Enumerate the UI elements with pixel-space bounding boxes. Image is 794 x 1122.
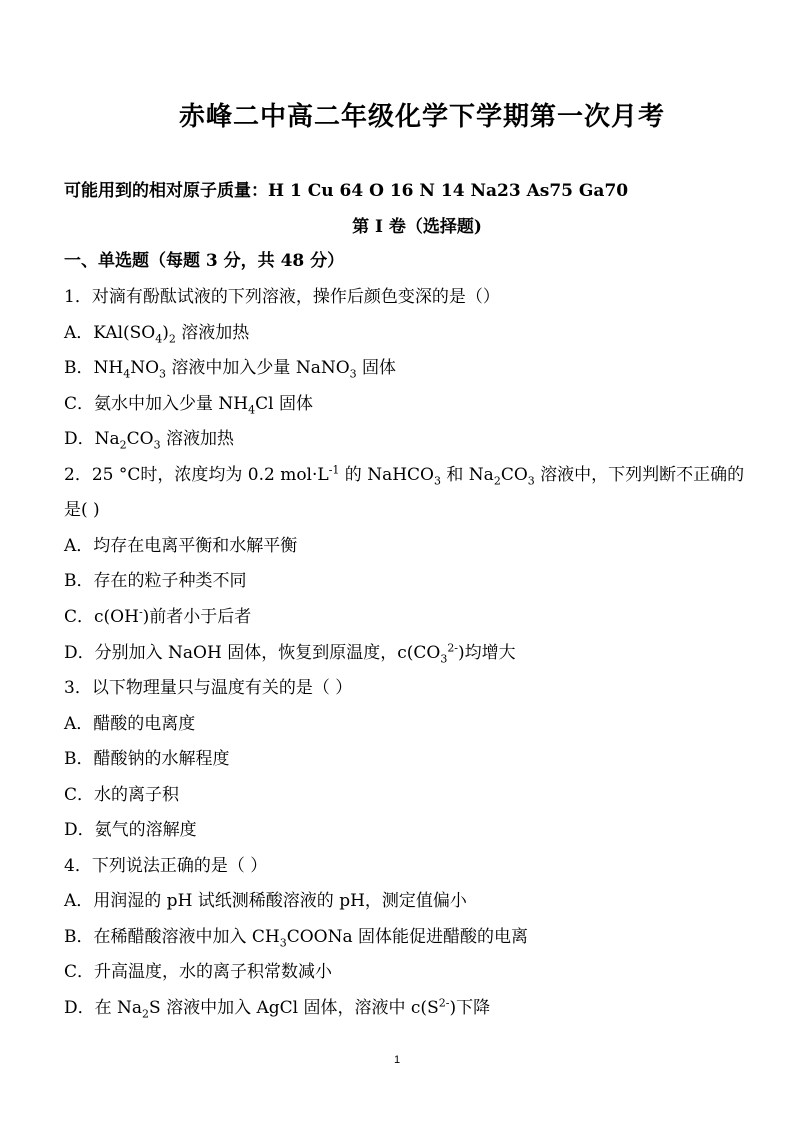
question-4-option-a: A．用润湿的 pH 试纸测稀酸溶液的 pH，测定值偏小 xyxy=(64,891,467,911)
question-3-option-c: C．水的离子积 xyxy=(64,785,180,805)
question-2-option-c: C．c(OH-)前者小于后者 xyxy=(64,605,252,627)
question-2-stem-continued: 是( ) xyxy=(64,500,100,520)
question-3-option-d: D．氨气的溶解度 xyxy=(64,820,197,840)
question-2-option-d: D．分别加入 NaOH 固体，恢复到原温度，$c(CO_3^{2-})$均增大 xyxy=(64,641,516,666)
question-4-option-b: B．在稀醋酸溶液中加入 $CH_3COONa$ 固体能促进醋酸的电离 xyxy=(64,927,529,950)
question-4-option-d: D．在 $Na_2S$ 溶液中加入 AgCl 固体，溶液中 $c(S^{2-})$下降 xyxy=(64,996,491,1021)
question-1-stem: 1．对滴有酚酞试液的下列溶液，操作后颜色变深的是（） xyxy=(64,287,500,307)
section-title: 第 I 卷（选择题) xyxy=(352,217,482,237)
question-4-stem: 4．下列说法正确的是（ ） xyxy=(64,856,268,876)
atomic-mass-line: 可能用到的相对原子质量：H 1 Cu 64 O 16 N 14 Na23 As75 Ga70 xyxy=(64,181,629,201)
question-1-option-a: A．$KAl(SO_4)_2$ 溶液加热 xyxy=(64,323,250,346)
question-3-option-b: B．醋酸钠的水解程度 xyxy=(64,749,230,769)
question-2-stem: 2．25 °C时，浓度均为 0.2 $mol\cdot L^{-1}$ 的 NaHCO$_3$ 和 $Na_2CO_3$ 溶液中，下列判断不正确的 xyxy=(64,463,745,488)
question-1-option-d: D．$Na_2CO_3$ 溶液加热 xyxy=(64,429,234,452)
question-3-option-a: A．醋酸的电离度 xyxy=(64,714,196,734)
page-title: 赤峰二中高二年级化学下学期第一次月考 xyxy=(178,102,665,132)
question-2-option-b: B．存在的粒子种类不同 xyxy=(64,571,247,591)
question-3-stem: 3．以下物理量只与温度有关的是（ ） xyxy=(64,678,353,698)
question-2-option-a: A．均存在电离平衡和水解平衡 xyxy=(64,536,298,556)
question-1-option-b: B．$NH_4NO_3$ 溶液中加入少量 NaNO$_3$ 固体 xyxy=(64,358,397,381)
question-1-option-c: C．氨水中加入少量 $NH_4Cl$ 固体 xyxy=(64,394,313,417)
part-title: 一、单选题（每题 3 分，共 48 分） xyxy=(64,251,345,271)
question-4-option-c: C．升高温度，水的离子积常数减小 xyxy=(64,962,333,982)
page-number: 1 xyxy=(393,1054,401,1066)
